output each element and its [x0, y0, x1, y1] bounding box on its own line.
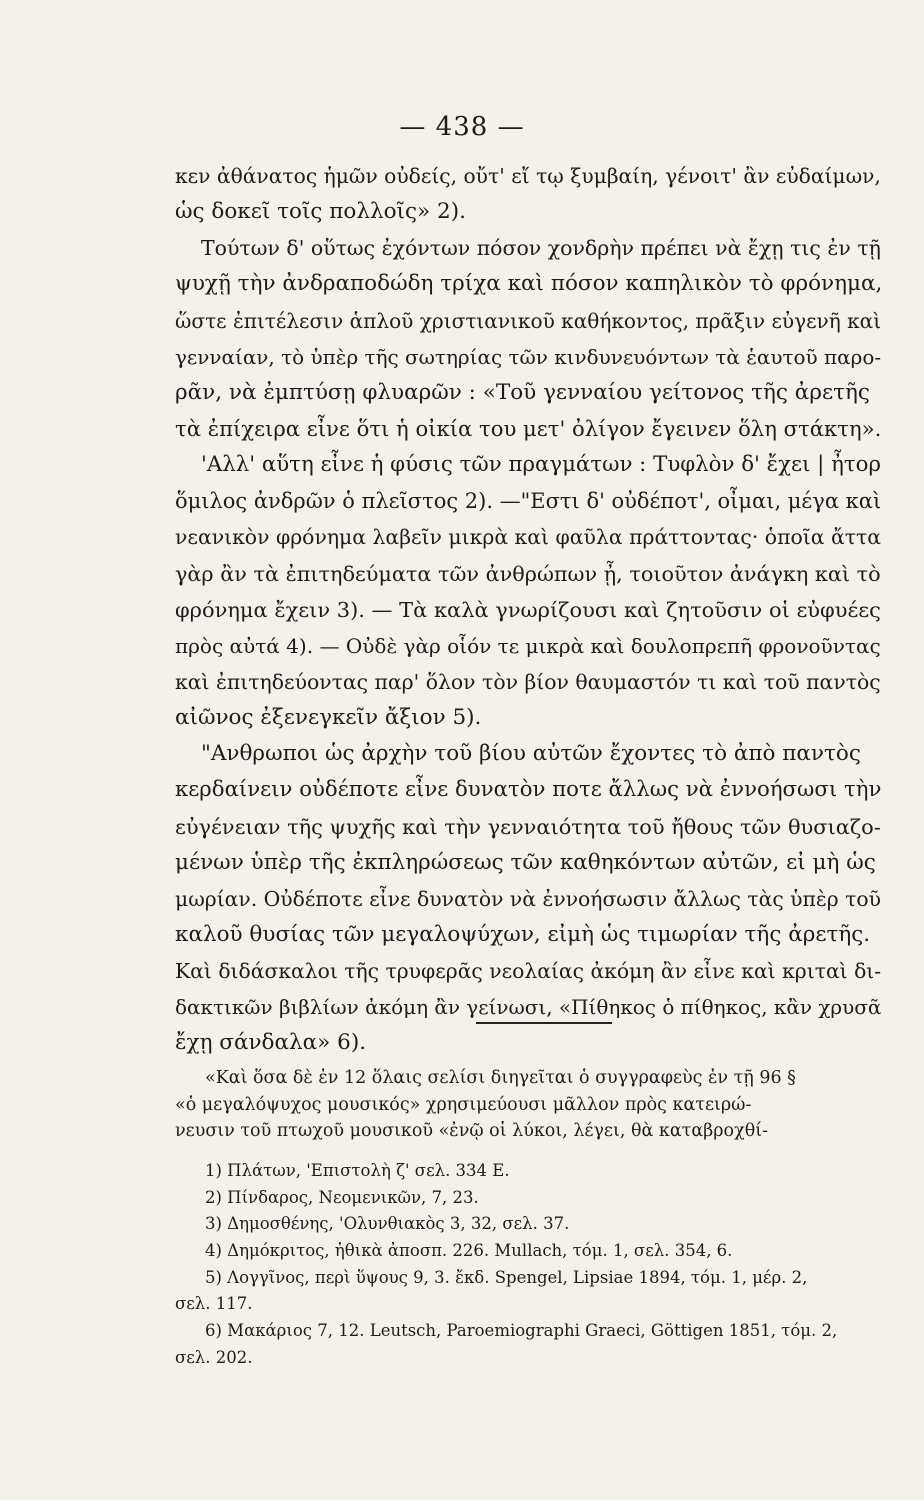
text-line: "Ανθρωποι ὡς ἀρχὴν τοῦ βίου αὐτῶν ἔχοντες τὸ ἀπὸ παντὸς [201, 741, 861, 767]
quote-line: «ὁ μεγαλόψυχος μουσικός» χρησιμεύουσι μᾶλλον πρὸς κατειρώ- [175, 1094, 752, 1115]
text-line: κερδαίνειν οὐδέποτε εἶνε δυνατὸν ποτε ἄλλως νὰ ἐννοήσωσι τὴν [175, 777, 882, 803]
text-line: καὶ ἐπιτηδεύοντας παρ' ὅλον τὸν βίον θαυμαστόν τι καὶ τοῦ παντὸς [175, 669, 881, 694]
quote-line: «Καὶ ὅσα δὲ ἐν 12 ὅλαις σελίσι διηγεῖται ὁ συγγραφεὺς ἐν τῇ 96 § [205, 1068, 796, 1088]
page-number: — 438 — [399, 112, 525, 142]
text-line: καλοῦ θυσίας τῶν μεγαλοψύχων, εἰμὴ ὡς τιμωρίαν τῆς ἀρετῆς. [175, 921, 871, 947]
separator-rule [476, 1022, 612, 1024]
footnote: 6) Μακάριος 7, 12. Leutsch, Paroemiographi Graeci, Göttigen 1851, τόμ. 2, [205, 1321, 838, 1341]
footnote: 5) Λογγῖνος, περὶ ὕψους 9, 3. ἔκδ. Spengel, Lipsiae 1894, τόμ. 1, μέρ. 2, [205, 1267, 808, 1287]
text-line: ὅμιλος ἀνδρῶν ὁ πλεῖστος 2). —"Εστι δ' οὐδέποτ', οἶμαι, μέγα καὶ [175, 489, 882, 514]
text-line: πρὸς αὐτά 4). — Οὐδὲ γὰρ οἷόν τε μικρὰ καὶ δουλοπρεπῆ φρονοῦντας [175, 633, 881, 658]
text-line: γενναίαν, τὸ ὑπὲρ τῆς σωτηρίας τῶν κινδυνευόντων τὰ ἑαυτοῦ παρο- [175, 344, 882, 369]
footnote: 2) Πίνδαρος, Νεομενικῶν, 7, 23. [205, 1187, 479, 1207]
text-line: φρόνημα ἔχειν 3). — Τὰ καλὰ γνωρίζουσι καὶ ζητοῦσιν οἱ εὐφυέες [175, 597, 881, 622]
footnote: 1) Πλάτων, 'Επιστολὴ ζ' σελ. 334 E. [205, 1161, 510, 1180]
text-line: ὥστε ἐπιτέλεσιν ἁπλοῦ χριστιανικοῦ καθήκοντος, πρᾶξιν εὐγενῆ καὶ [175, 308, 882, 333]
footnote: 3) Δημοσθένης, 'Ολυνθιακὸς 3, 32, σελ. 37. [205, 1214, 570, 1234]
text-line: 'Αλλ' αὕτη εἶνε ἡ φύσις τῶν πραγμάτων : Τυφλὸν δ' ἔχει | ἦτορ [201, 452, 881, 478]
text-line: δακτικῶν βιβλίων ἀκόμη ἂν γείνωσι, «Πίθηκος ὁ πίθηκος, κἂν χρυσᾶ [175, 995, 882, 1020]
text-line: αἰῶνος ἐξενεγκεῖν ἄξιον 5). [175, 705, 482, 731]
footnotes [175, 1158, 887, 1372]
text-line: γὰρ ἂν τὰ ἐπιτηδεύματα τῶν ἀνθρώπων ᾖ, τοιοῦτον ἀνάγκη καὶ τὸ [175, 561, 881, 586]
footnote: 4) Δημόκριτος, ἠθικὰ ἀποσπ. 226. Mullach, τόμ. 1, σελ. 354, 6. [205, 1241, 733, 1261]
text-line: Καὶ διδάσκαλοι τῆς τρυφερᾶς νεολαίας ἀκόμη ἂν εἶνε καὶ κριταὶ δι- [175, 959, 882, 984]
main-text [175, 158, 885, 1062]
text-line: μένων ὑπὲρ τῆς ἐκπληρώσεως τῶν καθηκόντων αὐτῶν, εἰ μὴ ὡς [175, 849, 876, 875]
text-line: κεν ἀθάνατος ἡμῶν οὐδείς, οὔτ' εἴ τῳ ξυμβαίη, γένοιτ' ἂν εὐδαίμων, [175, 164, 881, 188]
quote-line: νευσιν τοῦ πτωχοῦ μουσικοῦ «ἐνῷ οἱ λύκοι, λέγει, θὰ καταβροχθί- [175, 1121, 769, 1141]
text-line: ἔχῃ σάνδαλα» 6). [175, 1030, 367, 1056]
text-line: ὡς δοκεῖ τοῖς πολλοῖς» 2). [175, 199, 466, 225]
quoted-passage [175, 1065, 887, 1145]
footnote-continuation: σελ. 202. [175, 1347, 253, 1367]
text-line: ψυχῇ τὴν ἀνδραποδώδη τρίχα καὶ πόσον καπηλικὸν τὸ φρόνημα, [175, 271, 883, 297]
text-line: ρᾶν, νὰ ἐμπτύσῃ φλυαρῶν : «Τοῦ γενναίου γείτονος τῆς ἀρετῆς [175, 379, 870, 405]
text-line: εὐγένειαν τῆς ψυχῆς καὶ τὴν γενναιότητα τοῦ ἤθους τῶν θυσιαζο- [175, 814, 881, 839]
text-line: νεανικὸν φρόνημα λαβεῖν μικρὰ καὶ φαῦλα πράττοντας· ὁποῖα ἄττα [175, 525, 882, 550]
footnote-continuation: σελ. 117. [175, 1294, 253, 1314]
text-line: Τούτων δ' οὕτως ἐχόντων πόσον χονδρὴν πρέπει νὰ ἔχῃ τις ἐν τῇ [201, 236, 881, 261]
text-line: μωρίαν. Οὐδέποτε εἶνε δυνατὸν νὰ ἐννοήσωσιν ἄλλως τὰς ὑπὲρ τοῦ [175, 886, 881, 911]
text-line: τὰ ἐπίχειρα εἶνε ὅτι ἡ οἰκία του μετ' ὀλίγον ἔγεινεν ὅλη στάκτη». [175, 415, 882, 441]
